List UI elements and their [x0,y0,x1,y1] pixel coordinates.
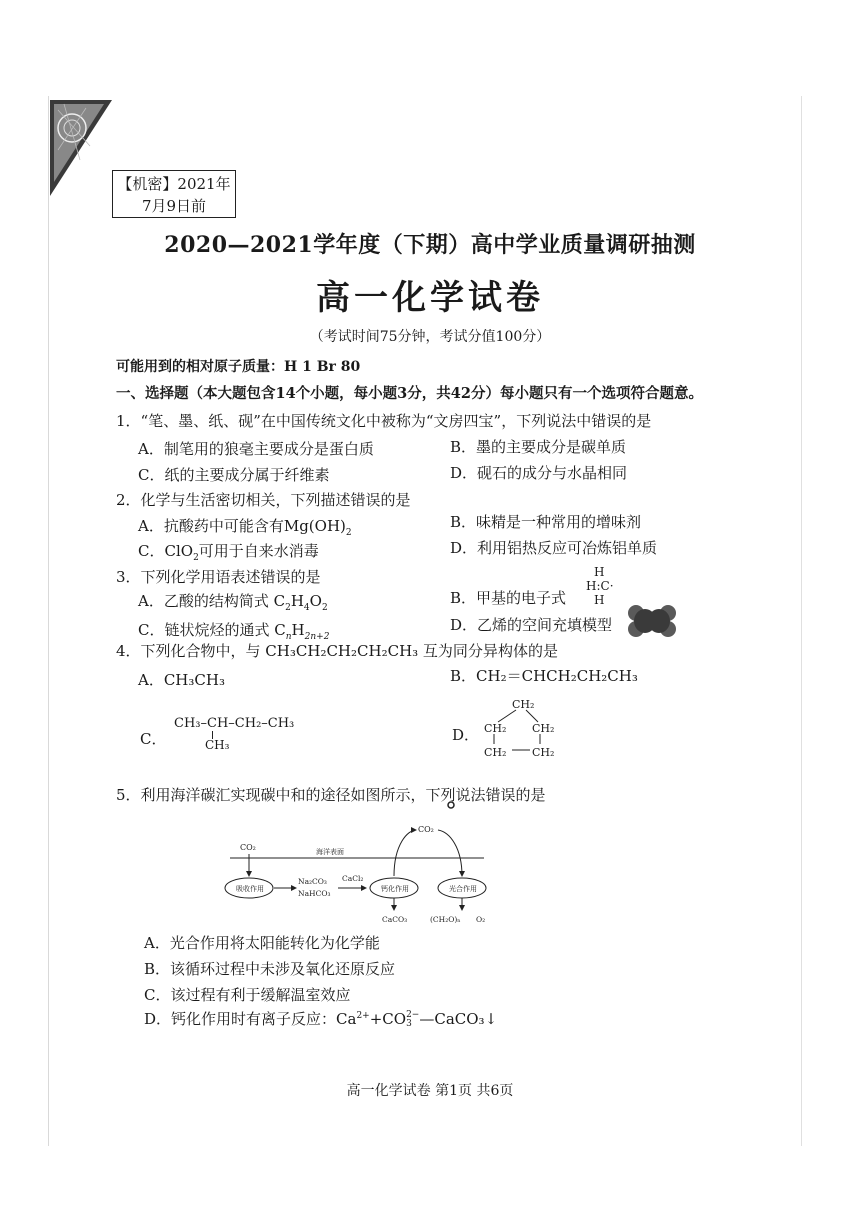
cyclopentane-structure [482,698,562,762]
calcification-label: 钙化作用 [381,885,409,893]
q3-option-d: D．乙烯的空间充填模型 [450,616,613,634]
q5-stem: 5．利用海洋碳汇实现碳中和的途径如图所示，下列说法错误的是 [116,786,546,804]
ocean-carbon-sink-diagram [218,818,498,932]
q2-option-b: B．味精是一种常用的增味剂 [450,513,642,531]
o2-label: O₂ [476,915,486,924]
q3-option-a: A．乙酸的结构简式 $C_2H_4O_2$ [138,592,328,613]
exam-title: 2020—2021学年度（下期）高中学业质量调研抽测 [164,232,696,258]
q2-option-d: D．利用铝热反应可冶炼铝单质 [450,539,658,557]
ch2o-label: (CH₂O)ₙ [430,915,461,924]
q1-option-b: B．墨的主要成分是碳单质 [450,438,627,456]
q2-option-a: A．抗酸药中可能含有$Mg(OH)_2$ [138,517,352,538]
q4-option-c-main-chain: CH₃–CH–CH₂–CH₃ [174,716,295,731]
caco3-label: CaCO₃ [382,915,408,924]
section1-heading [116,382,703,403]
q4-option-a: A．CH₃CH₃ [138,671,225,689]
confidential-line1: 【机密】2021年 [117,175,231,193]
cacl2-label: CaCl₂ [342,874,364,883]
q5-option-b: B．该循环过程中未涉及氧化还原反应 [144,960,396,978]
section1-instruction: 每小题只有一个选项符合题意。 [499,385,703,402]
q2-option-c: C．ClO$_2$可用于自来水消毒 [138,542,319,563]
exam-subject-title: 高一化学试卷 [316,278,544,318]
confidential-line2: 7月9日前 [141,197,207,215]
q1-option-c: C．纸的主要成分属于纤维素 [138,466,330,484]
q4-option-c-branch: CH₃ [205,738,230,752]
ethylene-space-filling-model-image [626,602,678,640]
ring-bottom-left: CH₂ [484,746,507,759]
page-footer: 高一化学试卷 第1页 共6页 [346,1083,514,1099]
co2-left-label: CO₂ [240,843,256,852]
q3-option-b: B．甲基的电子式 [450,589,567,607]
q5-option-d: D．钙化作用时有离子反应：$Ca^{2+}+CO$ 2− 3 —CaCO₃↓ [144,1010,498,1029]
methyl-electron-formula: H H:C· H [586,565,614,607]
q5-option-c: C．该过程有利于缓解温室效应 [144,986,351,1004]
confidential-box [112,170,236,218]
q3-stem: 3．下列化学用语表述错误的是 [116,568,321,586]
q2-stem: 2．化学与生活密切相关，下列描述错误的是 [116,491,411,509]
q1-option-a: A．制笔用的狼毫主要成分是蛋白质 [138,440,374,458]
section1-label: 一、选择题（本大题包含14个小题，每小题3分，共42分） [116,385,500,402]
co2-top-label: CO₂ [418,825,434,834]
nahco3-label: NaHCO₃ [298,889,331,898]
corner-seal-image [50,100,112,196]
q4-option-d-label: D． [452,726,480,744]
q4-option-b: B．CH₂＝CHCH₂CH₂CH₃ [450,667,638,685]
q1-option-d: D．砚石的成分与水晶相同 [450,464,628,482]
atomic-mass-line: 可能用到的相对原子质量：H 1 Br 80 [116,359,361,375]
q5-option-a: A．光合作用将太阳能转化为化学能 [144,934,380,952]
ring-bottom-right: CH₂ [532,746,555,759]
sea-surface-label: 海洋表面 [316,848,344,856]
exam-time-note: （考试时间75分钟，考试分值100分） [309,329,551,345]
photosynthesis-label: 光合作用 [449,885,477,893]
ring-left: CH₂ [484,722,507,735]
ocean-dot-mark [446,800,456,810]
q1-stem: 1．“笔、墨、纸、砚”在中国传统文化中被称为“文房四宝”，下列说法中错误的是 [116,412,652,430]
q4-stem: 4．下列化合物中，与 CH₃CH₂CH₂CH₂CH₃ 互为同分异构体的是 [116,642,558,660]
ring-right: CH₂ [532,722,555,735]
na2co3-label: Na₂CO₃ [298,877,327,886]
q4-option-c-label: C． [140,730,167,748]
ring-top: CH₂ [512,698,535,711]
absorption-label: 吸收作用 [236,885,264,893]
q3-option-c: C．链状烷烃的通式 $C_nH_{2n+2}$ [138,621,330,642]
